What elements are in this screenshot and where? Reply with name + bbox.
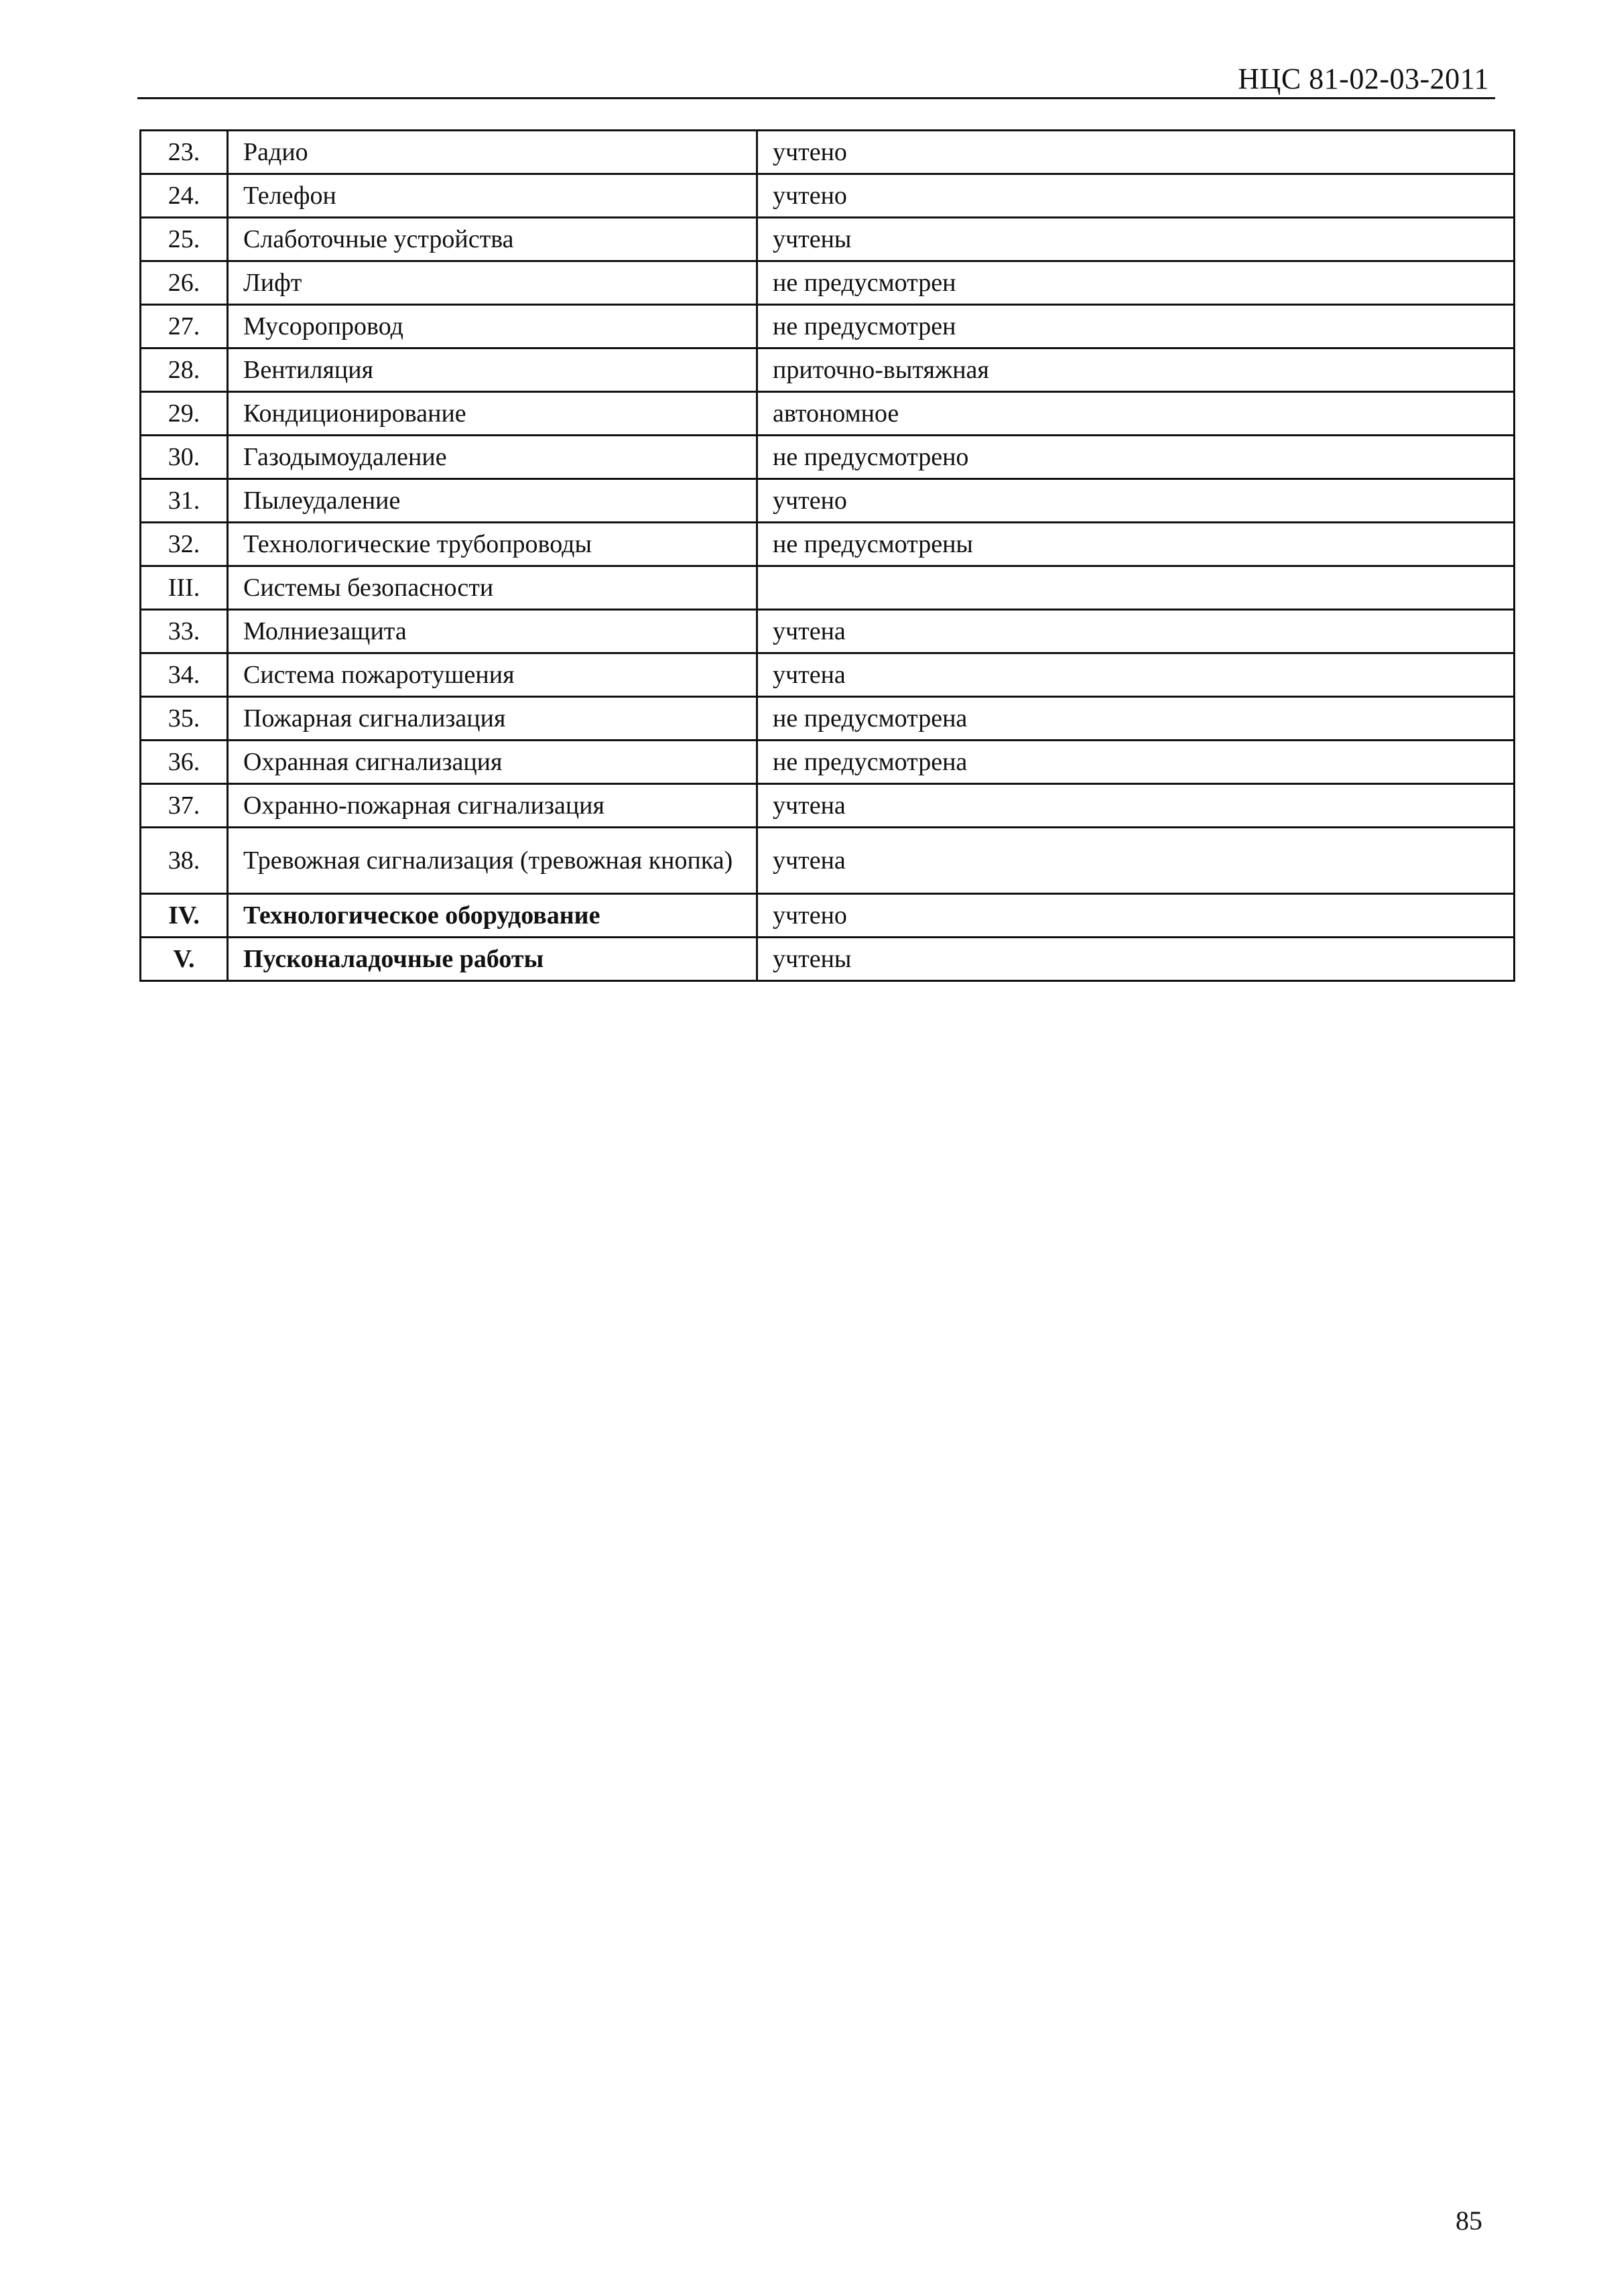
table-row: [141, 479, 1515, 523]
row-value: приточно-вытяжная: [757, 348, 1515, 392]
table-row: [141, 174, 1515, 218]
row-name: Радио: [228, 131, 757, 174]
row-value: не предусмотрен: [757, 305, 1515, 348]
row-name: Тревожная сигнализация (тревожная кнопка): [228, 828, 757, 894]
table-row: [141, 218, 1515, 261]
row-name: Система пожаротушения: [228, 653, 757, 697]
row-number: 35.: [141, 697, 228, 741]
row-value: автономное: [757, 392, 1515, 436]
row-number: 36.: [141, 741, 228, 784]
table-row: [141, 436, 1515, 479]
table-row: [141, 784, 1515, 828]
row-value: не предусмотрена: [757, 697, 1515, 741]
row-value: учтена: [757, 828, 1515, 894]
row-name: Слаботочные устройства: [228, 218, 757, 261]
table-row: [141, 741, 1515, 784]
row-name: Телефон: [228, 174, 757, 218]
row-number: 32.: [141, 523, 228, 566]
header-rule: [137, 97, 1495, 99]
table-row: [141, 305, 1515, 348]
table-row: [141, 653, 1515, 697]
row-value: [757, 566, 1515, 610]
row-name: Вентиляция: [228, 348, 757, 392]
table-row: [141, 131, 1515, 174]
row-value: не предусмотрен: [757, 261, 1515, 305]
row-value: учтена: [757, 610, 1515, 653]
row-value: учтено: [757, 894, 1515, 938]
row-number: 30.: [141, 436, 228, 479]
row-name: Мусоропровод: [228, 305, 757, 348]
row-number: 28.: [141, 348, 228, 392]
row-value: учтена: [757, 784, 1515, 828]
page-number: 85: [1456, 2206, 1482, 2236]
row-value: учтено: [757, 131, 1515, 174]
row-number: 37.: [141, 784, 228, 828]
row-number: 25.: [141, 218, 228, 261]
table-row: [141, 894, 1515, 938]
row-value: не предусмотрены: [757, 523, 1515, 566]
row-number: IV.: [141, 894, 228, 938]
table-row: [141, 261, 1515, 305]
row-number: 23.: [141, 131, 228, 174]
row-number: V.: [141, 938, 228, 981]
table-row: [141, 392, 1515, 436]
row-name: Пожарная сигнализация: [228, 697, 757, 741]
row-value: не предусмотрена: [757, 741, 1515, 784]
row-name: Охранно-пожарная сигнализация: [228, 784, 757, 828]
row-number: 33.: [141, 610, 228, 653]
table-row: [141, 697, 1515, 741]
row-name: Кондиционирование: [228, 392, 757, 436]
table-row: [141, 523, 1515, 566]
row-value: не предусмотрено: [757, 436, 1515, 479]
row-value: учтены: [757, 938, 1515, 981]
specification-table: [139, 129, 1515, 982]
table-row: [141, 610, 1515, 653]
table-body: [141, 131, 1515, 981]
row-value: учтено: [757, 479, 1515, 523]
row-number: 38.: [141, 828, 228, 894]
document-code: НЦС 81-02-03-2011: [1238, 62, 1489, 95]
row-value: учтена: [757, 653, 1515, 697]
row-number: 24.: [141, 174, 228, 218]
row-number: 26.: [141, 261, 228, 305]
row-name: Технологическое оборудование: [228, 894, 757, 938]
row-name: Газодымоудаление: [228, 436, 757, 479]
row-name: Лифт: [228, 261, 757, 305]
row-number: 27.: [141, 305, 228, 348]
row-name: Охранная сигнализация: [228, 741, 757, 784]
table-row: [141, 348, 1515, 392]
row-number: 29.: [141, 392, 228, 436]
table-row: [141, 938, 1515, 981]
table-row: [141, 828, 1515, 894]
row-name: Молниезащита: [228, 610, 757, 653]
row-number: 31.: [141, 479, 228, 523]
row-name: Системы безопасности: [228, 566, 757, 610]
row-number: 34.: [141, 653, 228, 697]
row-name: Пылеудаление: [228, 479, 757, 523]
row-name: Технологические трубопроводы: [228, 523, 757, 566]
row-value: учтено: [757, 174, 1515, 218]
row-name: Пусконаладочные работы: [228, 938, 757, 981]
row-value: учтены: [757, 218, 1515, 261]
table-row: [141, 566, 1515, 610]
row-number: III.: [141, 566, 228, 610]
